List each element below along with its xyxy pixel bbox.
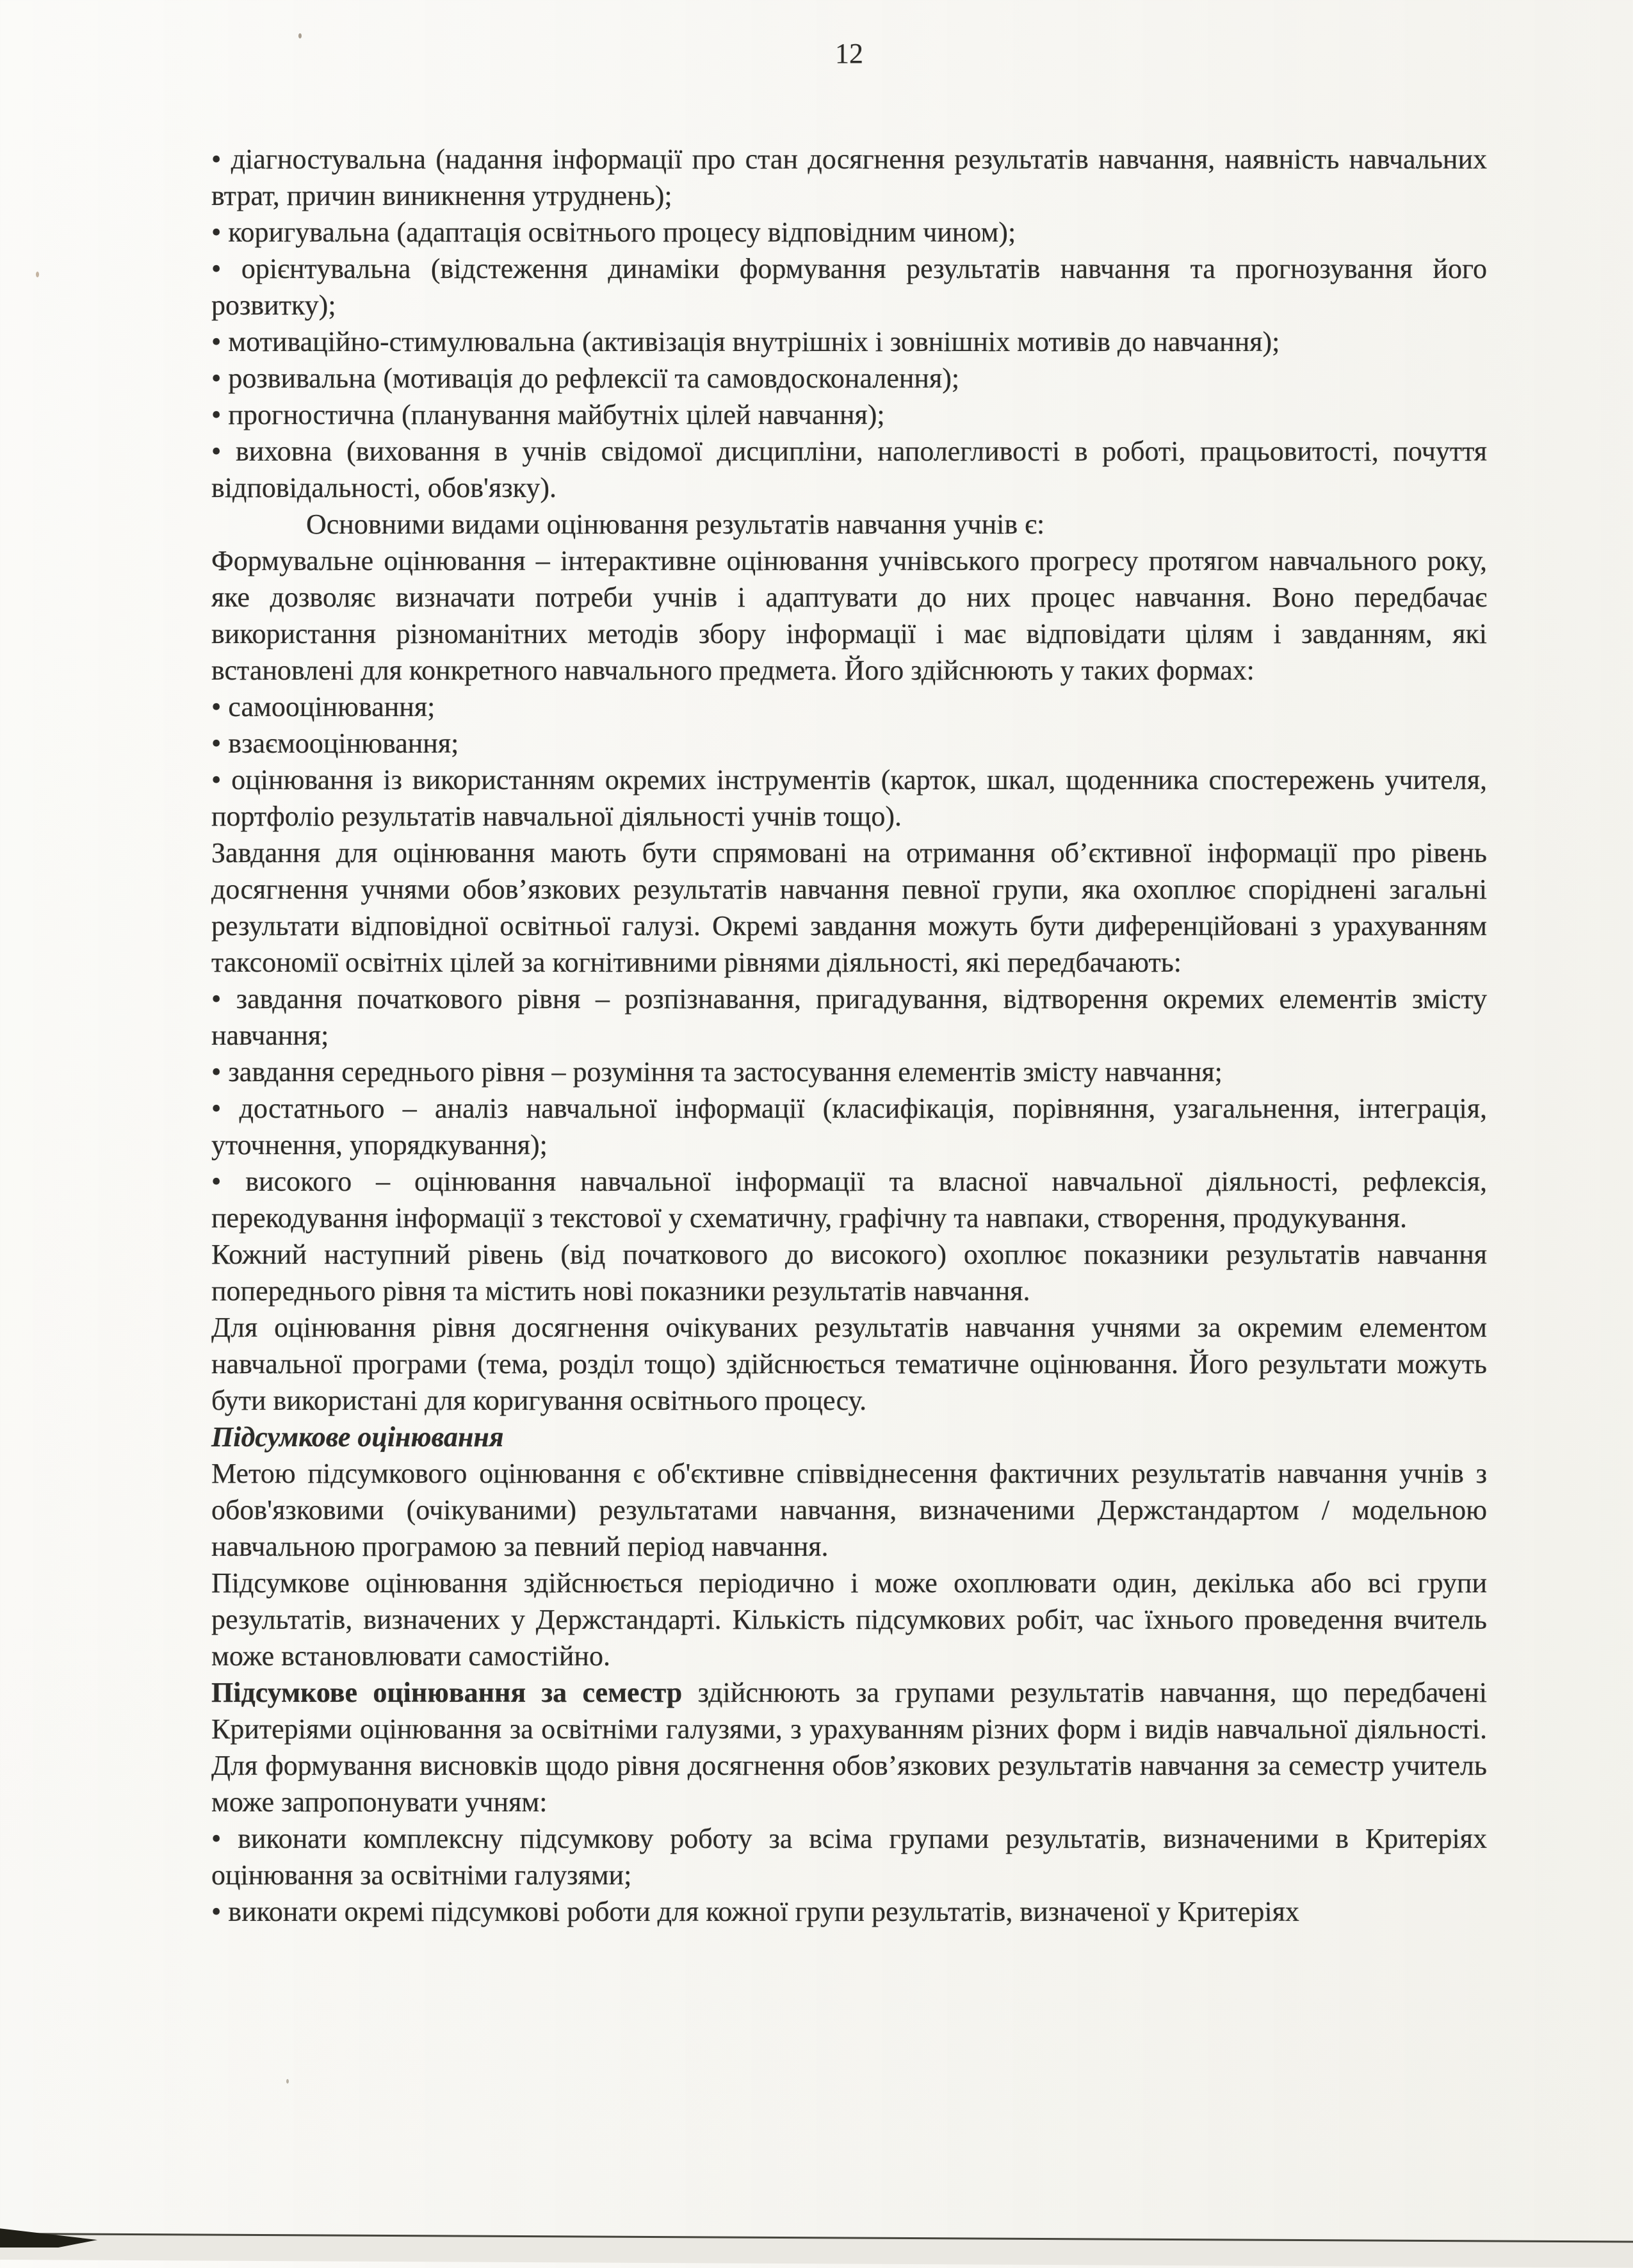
paragraph-text: • достатнього – аналіз навчальної інформації (класифікація, порівняння, узагальнення, інтеграція, уточнення, упорядкування); [211, 1093, 1487, 1161]
paragraph-text: • коригувальна (адаптація освітнього процесу відповідним чином); [211, 216, 1016, 248]
paragraph-text: Для оцінювання рівня досягнення очікуваних результатів навчання учнями за окремим елементом навчальної програми (тема, розділ тощо) здійснюється тематичне оцінювання. Його результати можуть бути використані для коригування освітнього процесу. [211, 1312, 1487, 1416]
paragraph-text: • діагностувальна (надання інформації про стан досягнення результатів навчання, наявність навчальних втрат, причин виникнення утруднень); [211, 143, 1487, 211]
paragraph-text: • оцінювання із використанням окремих інструментів (карток, шкал, щоденника спостережень учителя, портфоліо результатів навчальної діяльності учнів тощо). [211, 764, 1487, 832]
paragraph [211, 1565, 1487, 1674]
paragraph [211, 1455, 1487, 1565]
bullet-paragraph [211, 1893, 1487, 1930]
bullet-paragraph [211, 250, 1487, 323]
bullet-paragraph [211, 725, 1487, 762]
paragraph-text: • самооцінювання; [211, 691, 435, 722]
paragraph-text: • високого – оцінювання навчальної інформації та власної навчальної діяльності, рефлексія, перекодування інформації з текстової у схематичну, графічну та навпаки, створення, продукування. [211, 1166, 1487, 1234]
bullet-paragraph [211, 433, 1487, 506]
paragraph-text: • завдання початкового рівня – розпізнавання, пригадування, відтворення окремих елементів змісту навчання; [211, 983, 1487, 1051]
paragraph-text: • виховна (виховання в учнів свідомої дисципліни, наполегливості в роботі, працьовитості, почуття відповідальності, обов'язку). [211, 436, 1487, 503]
paragraph-text: • прогностична (планування майбутніх цілей навчання); [211, 399, 885, 430]
paragraph [211, 506, 1487, 543]
scan-speck [36, 272, 39, 277]
bullet-paragraph [211, 141, 1487, 214]
paragraph-text: • взаємооцінювання; [211, 728, 459, 759]
paragraph-text: Підсумкове оцінювання здійснюється періодично і може охоплювати один, декілька або всі групи результатів, визначених у Держстандарті. Кількість підсумкових робіт, час їхнього проведення вчитель може встановлювати самостійно. [211, 1567, 1487, 1672]
bullet-paragraph [211, 689, 1487, 725]
bullet-paragraph [211, 360, 1487, 396]
paragraph-text: • орієнтувальна (відстеження динаміки формування результатів навчання та прогнозування його розвитку); [211, 253, 1487, 321]
bullet-paragraph [211, 1820, 1487, 1893]
paragraph [211, 1674, 1487, 1820]
paragraph-text: Завдання для оцінювання мають бути спрямовані на отримання об’єктивної інформації про рівень досягнення учнями обов’язкових результатів навчання певної групи, яка охоплює споріднені загальні результати відповідної освітньої галузі. Окремі завдання можуть бути диференційовані з урахуванням таксономії освітніх цілей за когнітивними рівнями діяльності, які передбачають: [211, 837, 1487, 978]
paragraph [211, 835, 1487, 981]
bullet-paragraph [211, 323, 1487, 360]
paragraph-text: здійснюють за групами результатів навчання, що передбачені Критеріями оцінювання за освітніми галузями, з урахуванням різних форм і видів навчальної діяльності. Для формування висновків щодо рівня досягнення обов’язкових результатів навчання за семестр учитель може запропонувати учням: [211, 1677, 1487, 1818]
paragraph-text: • завдання середнього рівня – розуміння та застосування елементів змісту навчання; [211, 1056, 1223, 1088]
paragraph [211, 1309, 1487, 1419]
paragraph-text: Основними видами оцінювання результатів навчання учнів є: [306, 509, 1045, 540]
scan-speck [286, 2079, 289, 2084]
section-heading [211, 1419, 1487, 1455]
bullet-paragraph [211, 1090, 1487, 1163]
paragraph-text: • виконати окремі підсумкові роботи для кожної групи результатів, визначеної у Критеріях [211, 1896, 1299, 1927]
paragraph-text: Кожний наступний рівень (від початкового до високого) охоплює показники результатів навчання попереднього рівня та містить нові показники результатів навчання. [211, 1239, 1487, 1307]
bullet-paragraph [211, 1054, 1487, 1090]
paragraph-text: • розвивальна (мотивація до рефлексії та самовдосконалення); [211, 363, 960, 394]
bullet-paragraph [211, 981, 1487, 1054]
page-number: 12 [835, 38, 863, 69]
bullet-paragraph [211, 214, 1487, 250]
paragraph-text: • виконати комплексну підсумкову роботу за всіма групами результатів, визначеними в Критеріях оцінювання за освітніми галузями; [211, 1823, 1487, 1891]
bullet-paragraph [211, 762, 1487, 835]
paragraph-text: Формувальне оцінювання – інтерактивне оцінювання учнівського прогресу протягом навчального року, яке дозволяє визначати потреби учнів і адаптувати до них процес навчання. Воно передбачає використання різноманітних методів збору інформації і має відповідати цілям і завданням, які встановлені для конкретного навчального предмета. Його здійснюють у таких формах: [211, 545, 1487, 686]
paragraph-text: Метою підсумкового оцінювання є об'єктивне співвіднесення фактичних результатів навчання учнів з обов'язковими (очікуваними) результатами навчання, визначеними Держстандартом / модельною навчальною програмою за певний період навчання. [211, 1458, 1487, 1562]
paragraph [211, 1236, 1487, 1309]
scan-page-bottom-edge [0, 2233, 1633, 2268]
paragraph-text: Підсумкове оцінювання [211, 1421, 504, 1453]
bullet-paragraph [211, 1163, 1487, 1236]
paragraph-text: • мотиваційно-стимулювальна (активізація внутрішніх і зовнішніх мотивів до навчання); [211, 326, 1280, 357]
bullet-paragraph [211, 396, 1487, 433]
document-body [211, 141, 1487, 1930]
paragraph [211, 543, 1487, 689]
scan-speck [298, 33, 302, 38]
bold-lead: Підсумкове оцінювання за семестр [211, 1677, 683, 1708]
